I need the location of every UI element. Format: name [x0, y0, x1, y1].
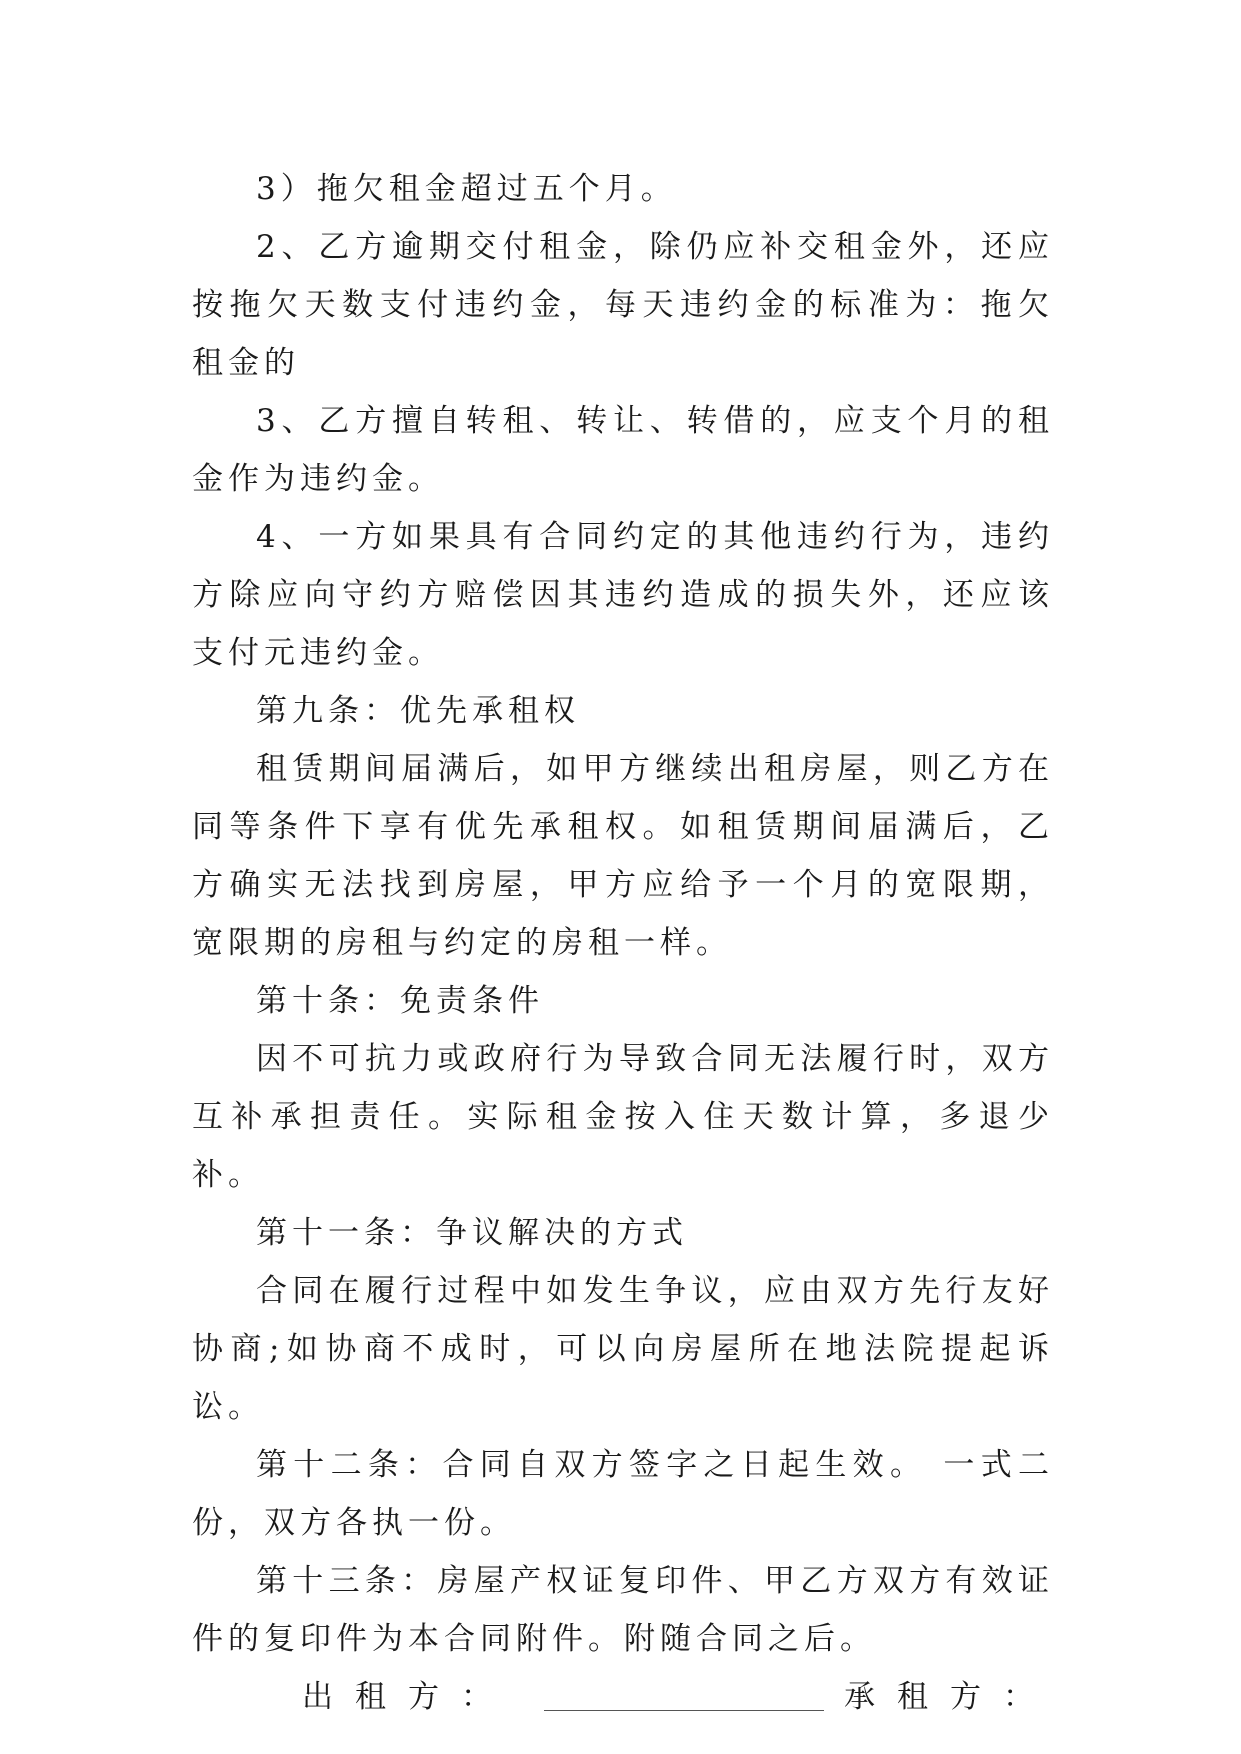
- article-10-body: 因不可抗力或政府行为导致合同无法履行时，双方互补承担责任。实际租金按入住天数计算，多退少补。: [192, 1041, 1054, 1193]
- signature-row: [192, 1668, 1054, 1726]
- paragraph-overdue-months: 3）拖欠租金超过五个月。: [256, 171, 677, 207]
- lessor-signature-line: [544, 1680, 824, 1711]
- lessee-label: 承租方：: [844, 1679, 1056, 1715]
- paragraph-other-breach: 4、一方如果具有合同约定的其他违约行为，违约方除应向守约方赔偿因其违约造成的损失外，还应该支付元违约金。: [192, 519, 1054, 671]
- article-12: 第十二条：合同自双方签字之日起生效。 一式二份，双方各执一份。: [192, 1447, 1054, 1541]
- article-11-heading: 第十一条：争议解决的方式: [256, 1215, 688, 1251]
- article-9-heading: 第九条：优先承租权: [256, 693, 580, 729]
- lessor-label: 出租方：: [302, 1679, 514, 1715]
- article-10-heading: 第十条：免责条件: [256, 983, 544, 1019]
- document-body: [192, 160, 1054, 1726]
- paragraph-late-payment-penalty: 2、乙方逾期交付租金，除仍应补交租金外，还应按拖欠天数支付违约金，每天违约金的标准为：拖欠租金的: [192, 229, 1054, 381]
- article-13: 第十三条：房屋产权证复印件、甲乙方双方有效证件的复印件为本合同附件。附随合同之后。: [192, 1563, 1054, 1657]
- article-11-body: 合同在履行过程中如发生争议，应由双方先行友好协商;如协商不成时，可以向房屋所在地法院提起诉讼。: [192, 1273, 1054, 1425]
- article-9-body: 租赁期间届满后，如甲方继续出租房屋，则乙方在同等条件下享有优先承租权。如租赁期间届满后，乙方确实无法找到房屋，甲方应给予一个月的宽限期，宽限期的房租与约定的房租一样。: [192, 751, 1054, 961]
- paragraph-sublease-penalty: 3、乙方擅自转租、转让、转借的，应支个月的租金作为违约金。: [192, 403, 1054, 497]
